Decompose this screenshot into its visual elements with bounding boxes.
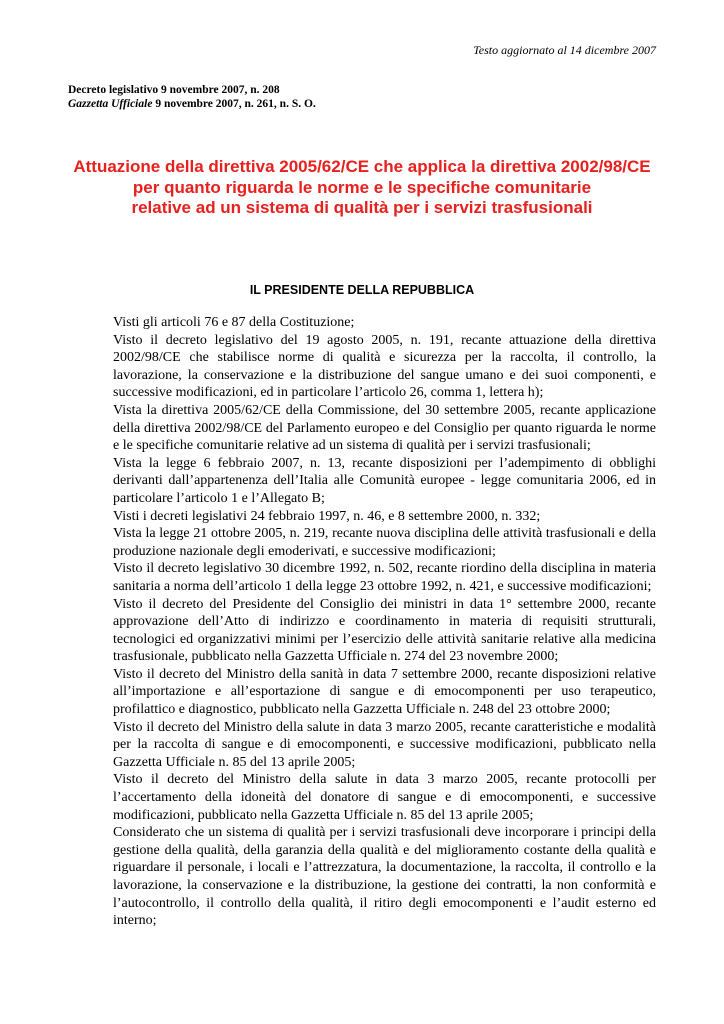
title-line-3: relative ad un sistema di qualità per i servizi trasfusionali [131, 198, 593, 217]
recital-paragraph: Visto il decreto del Presidente del Consiglio dei ministri in data 1° settembre 2000, recante approvazione dell’Atto di indirizzo e coordinamento in materia di requisiti strutturali, tecnologici ed organizzativi minimi per l’esercizio delle attività sanitarie relative alla medicina trasfusionale, pubblicato nella Gazzetta Ufficiale n. 274 del 23 novembre 2000; [113, 596, 656, 665]
title-line-1: Attuazione della direttiva 2005/62/CE che applica la direttiva 2002/98/CE [73, 157, 651, 176]
update-note: Testo aggiornato al 14 dicembre 2007 [473, 43, 656, 57]
gazette-details: 9 novembre 2007, n. 261, n. S. O. [152, 98, 316, 110]
decree-title [40, 157, 684, 219]
recital-paragraph: Visti i decreti legislativi 24 febbraio 1997, n. 46, e 8 settembre 2000, n. 332; [113, 508, 541, 524]
recital-paragraph: Visto il decreto legislativo del 19 agosto 2005, n. 191, recante attuazione della direttiva 2002/98/CE che stabilisce norme di qualità e sicurezza per la raccolta, il controllo, la lavorazione, la conservazione e la distribuzione del sangue umano e dei suoi componenti, e successive modificazioni, ed in particolare l’articolo 26, comma 1, lettera h); [113, 332, 656, 401]
recital-paragraph: Visto il decreto legislativo 30 dicembre 1992, n. 502, recante riordino della disciplina in materia sanitaria a norma dell’articolo 1 della legge 23 ottobre 1992, n. 421, e successive modificazioni; [113, 561, 656, 594]
president-heading: IL PRESIDENTE DELLA REPUBBLICA [249, 283, 475, 297]
recitals [113, 314, 656, 930]
recital-paragraph: Visti gli articoli 76 e 87 della Costituzione; [113, 315, 355, 330]
recital-paragraph: Vista la direttiva 2005/62/CE della Commissione, del 30 settembre 2005, recante applicazione della direttiva 2002/98/CE del Parlamento europeo e del Consiglio per quanto riguarda le norme e le specifiche comunitarie relative ad un sistema di qualità per i servizi trasfusionali; [113, 402, 656, 454]
decree-reference [68, 83, 316, 111]
decree-line: Decreto legislativo 9 novembre 2007, n. 208 [68, 84, 280, 96]
recital-paragraph: Vista la legge 21 ottobre 2005, n. 219, recante nuova disciplina delle attività trasfusionali e della produzione nazionale degli emoderivati, e successive modificazioni; [113, 526, 656, 559]
gazette-line [68, 97, 316, 111]
title-line-2: per quanto riguarda le norme e le specifiche comunitarie [132, 177, 592, 197]
recital-paragraph: Visto il decreto del Ministro della salute in data 3 marzo 2005, recante caratteristiche e modalità per la raccolta di sangue e di emocomponenti, e successive modificazioni, pubblicato nella Gazzetta Ufficiale n. 85 del 13 aprile 2005; [113, 719, 656, 770]
gazette-name: Gazzetta Ufficiale [68, 98, 153, 110]
recital-paragraph: Visto il decreto del Ministro della sanità in data 7 settembre 2000, recante disposizioni relative all’importazione e all’esportazione di sangue e di emocomponenti per uso terapeutico, profilattico e diagnostico, pubblicato nella Gazzetta Ufficiale n. 248 del 23 ottobre 2000; [113, 666, 656, 718]
recital-paragraph: Vista la legge 6 febbraio 2007, n. 13, recante disposizioni per l’adempimento di obblighi derivanti dall’appartenenza dell’Italia alle Comunità europee - legge comunitaria 2006, ed in particolare l’articolo 1 e l’Allegato B; [113, 455, 656, 506]
recital-paragraph: Considerato che un sistema di qualità per i servizi trasfusionali deve incorporare i principi della gestione della qualità, della garanzia della qualità e del miglioramento costante della qualità e riguardare il personale, i locali e l’attrezzatura, la documentazione, la raccolta, il controllo e la lavorazione, la conservazione e la distribuzione, la gestione dei contratti, la non conformità e l’autocontrollo, il controllo della qualità, il ritiro degli emocomponenti e l’audit esterno ed interno; [113, 825, 656, 929]
recital-paragraph: Visto il decreto del Ministro della salute in data 3 marzo 2005, recante protocolli per l’accertamento della idoneità del donatore di sangue e di emocomponenti, e successive modificazioni, pubblicato nella Gazzetta Ufficiale n. 85 del 13 aprile 2005; [113, 772, 656, 823]
